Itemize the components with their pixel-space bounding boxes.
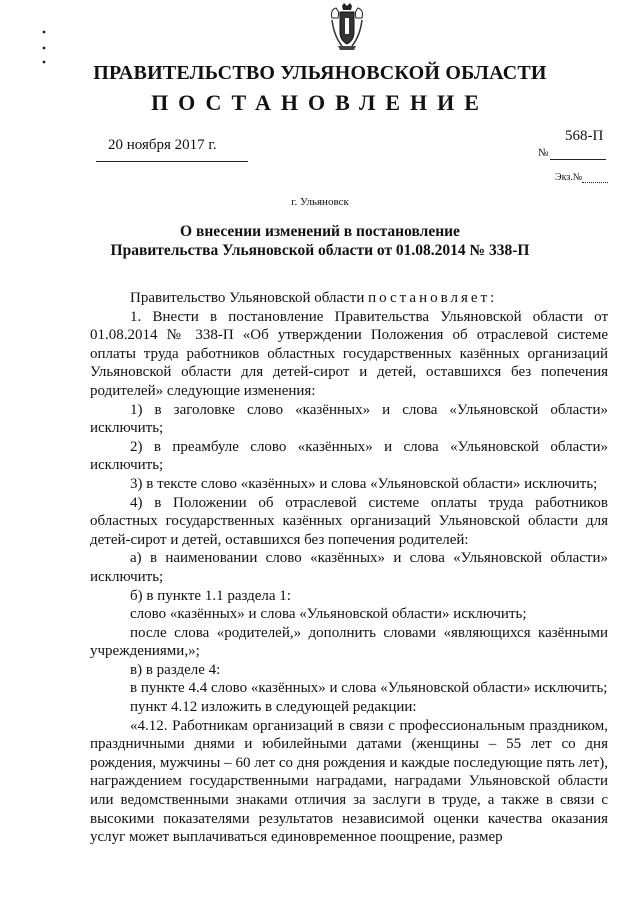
document-body xyxy=(90,289,608,847)
body-paragraph: а) в наименовании слово «казённых» и слова «Ульяновской области» исключить; xyxy=(90,550,608,585)
body-paragraph: 3) в тексте слово «казённых» и слова «Ульяновской области» исключить; xyxy=(130,475,598,492)
body-paragraph: в) в разделе 4: xyxy=(130,661,221,678)
body-paragraph: после слова «родителей,» дополнить словами «являющихся казёнными учреждениями,»; xyxy=(90,624,608,660)
document-title xyxy=(110,222,530,260)
date-underline xyxy=(96,161,248,162)
document-number: 568-П xyxy=(565,128,604,144)
number-label: № xyxy=(538,147,549,159)
organization-name: ПРАВИТЕЛЬСТВО УЛЬЯНОВСКОЙ ОБЛАСТИ xyxy=(93,62,547,84)
coat-of-arms-emblem xyxy=(328,2,366,52)
title-line-1: О внесении изменений в постановление xyxy=(180,223,460,240)
copy-number-line xyxy=(582,182,608,183)
body-paragraph: б) в пункте 1.1 раздела 1: xyxy=(130,587,291,604)
body-paragraph: «4.12. Работникам организаций в связи с профессиональным праздником, праздничными днями и юбилейными датами (женщины – 55 лет со дня рождения, мужчины – 60 лет со дня рождения и каждые последующие пять лет), награждением государственными наградами, наградами Ульяновской области или ведомственными знаками отличия за заслуги в труде, а также в связи с высокими показателями результатов независимой оценки качества оказания услуг может выплачиваться единовременное поощрение, размер xyxy=(90,717,608,846)
body-paragraph: слово «казённых» и слова «Ульяновской области» исключить; xyxy=(130,606,527,623)
title-line-2: Правительства Ульяновской области от 01.08.2014 № 338-П xyxy=(110,242,530,259)
document-type: ПОСТАНОВЛЕНИЕ xyxy=(151,90,489,115)
body-paragraph: 4) в Положении об отраслевой системе оплаты труда работников областных государственных казённых организаций Ульяновской области для детей-сирот и детей, оставшихся без попечения родителей: xyxy=(90,494,608,548)
body-paragraph: 1) в заголовке слово «казённых» и слова «Ульяновской области» исключить; xyxy=(90,401,608,437)
body-paragraph: 2) в преамбуле слово «казённых» и слова «Ульяновской области» исключить; xyxy=(90,438,608,474)
intro-paragraph xyxy=(90,289,608,308)
intro-keyword: постановляет xyxy=(368,290,491,306)
city: г. Ульяновск xyxy=(291,196,349,208)
body-paragraph: в пункте 4.4 слово «казённых» и слова «Ульяновской области» исключить; xyxy=(130,680,608,697)
body-paragraph: пункт 4.12 изложить в следующей редакции: xyxy=(130,699,417,716)
document-date: 20 ноября 2017 г. xyxy=(108,137,217,153)
number-underline xyxy=(550,159,606,160)
intro-end: : xyxy=(490,290,495,306)
copy-number-label: Экз.№ xyxy=(555,172,583,183)
intro-lead: Правительство Ульяновской области xyxy=(130,290,369,306)
body-paragraph: 1. Внести в постановление Правительства Ульяновской области от 01.08.2014 № 338-П «Об утверждении Положения об отраслевой системе оплаты труда работников областных государственных казённых организаций Ульяновской области для детей-сирот и детей, оставшихся без попечения родителей» следующие изменения: xyxy=(90,308,608,399)
